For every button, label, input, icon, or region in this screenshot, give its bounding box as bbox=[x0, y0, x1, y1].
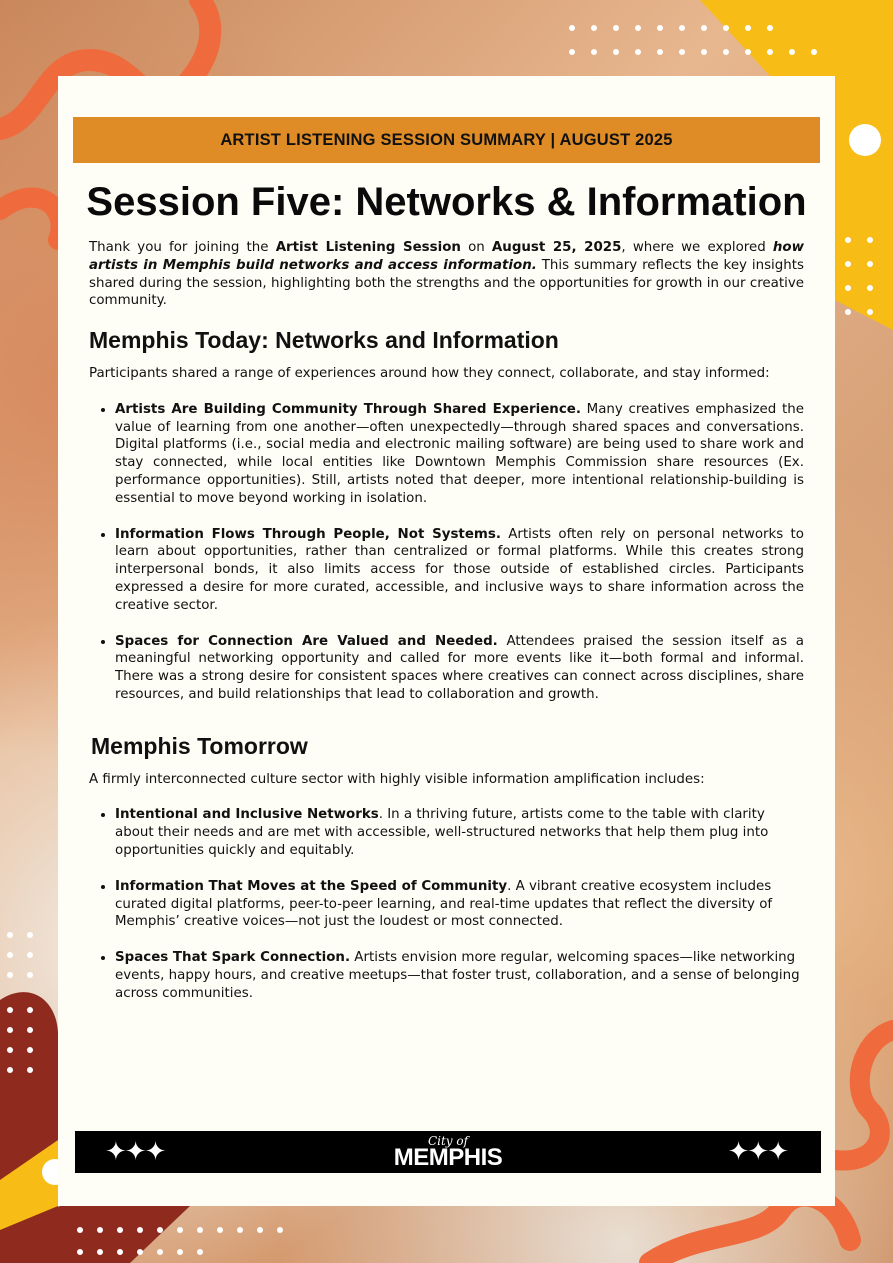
list-item bbox=[115, 806, 804, 859]
today-list bbox=[89, 401, 804, 704]
sparkle-icon-right: ✦✦✦ bbox=[727, 1137, 787, 1167]
list-item-text: Artists envision more regular, welcoming spaces—like networking events, happy hours, and creative meetups—that foster trust, collaboration, and a sense of belonging across communities. bbox=[115, 950, 800, 1001]
sparkle-icon-left: ✦✦✦ bbox=[105, 1137, 165, 1167]
content-body bbox=[89, 239, 804, 1003]
section-heading-tomorrow: Memphis Tomorrow bbox=[91, 732, 308, 759]
list-item-title: Intentional and Inclusive Networks bbox=[115, 807, 379, 823]
city-of-memphis-logo bbox=[75, 1135, 821, 1169]
list-item bbox=[115, 949, 804, 1002]
list-item-text: . A vibrant creative ecosystem includes curated digital platforms, peer-to-peer learning, and real-time updates that reflect the diversity of Memphis’ creative voices—not just the loudest or most connected. bbox=[115, 878, 773, 930]
list-item-text: . In a thriving future, artists come to the table with clarity about their needs and are met with accessible, well-structured networks that help them plug into opportunities quickly and equitably. bbox=[115, 807, 769, 858]
list-item-text: Many creatives emphasized the value of learning from one another—often unexpectedly—through shared spaces and conversations. Digital platforms (i.e., social media and electronic mailing software) are being used to share work and stay connected, while local entities like Downtown Memphis Commission share resources (Ex. performance opportunities). Still, artists noted that deeper, more intentional relationship-building is essential to move beyond working in isolation. bbox=[115, 401, 804, 506]
intro-text-2: on bbox=[460, 240, 492, 255]
list-item-title: Spaces That Spark Connection. bbox=[115, 950, 351, 966]
footer-bar bbox=[75, 1131, 821, 1173]
list-item-title: Information That Moves at the Speed of Community bbox=[115, 878, 508, 894]
section-lead-tomorrow: A firmly interconnected culture sector with highly visible information amplification includes: bbox=[89, 771, 705, 787]
intro-bold-2: August 25, 2025 bbox=[491, 240, 622, 255]
list-item bbox=[115, 401, 804, 508]
section-heading-today: Memphis Today: Networks and Information bbox=[89, 327, 559, 354]
tomorrow-list bbox=[89, 806, 804, 1002]
intro-text-3: , where we explored bbox=[621, 240, 773, 255]
intro-text-4: This summary reflects the key insights shared during the session, highlighting both the strengths and the opportunities for growth in our creative community. bbox=[89, 257, 804, 309]
document-page bbox=[58, 76, 835, 1206]
logo-big-text: MEMPHIS bbox=[393, 1144, 503, 1171]
intro-text-1: Thank you for joining the bbox=[89, 240, 276, 255]
intro-bold-italic: how artists in Memphis build networks and access information. bbox=[89, 240, 804, 273]
logo-small-text: City of bbox=[427, 1134, 469, 1148]
header-banner bbox=[73, 117, 820, 163]
list-item-title: Information Flows Through People, Not Systems. bbox=[115, 526, 501, 542]
list-item-title: Artists Are Building Community Through Shared Experience. bbox=[115, 401, 581, 417]
banner-text: ARTIST LISTENING SESSION SUMMARY | AUGUST 2025 bbox=[220, 130, 673, 149]
list-item bbox=[115, 526, 804, 615]
list-item bbox=[115, 878, 804, 931]
list-item bbox=[115, 633, 804, 704]
intro-bold-1: Artist Listening Session bbox=[275, 240, 461, 255]
page-title: Session Five: Networks & Information bbox=[86, 180, 807, 224]
section-lead-today: Participants shared a range of experiences around how they connect, collaborate, and stay informed: bbox=[89, 365, 770, 381]
list-item-text: Artists often rely on personal networks to learn about opportunities, rather than centralized or formal platforms. While this creates strong interpersonal bonds, it also limits access for those outside of established circles. Participants expressed a desire for more curated, accessible, and inclusive ways to share information across the creative sector. bbox=[115, 526, 805, 613]
list-item-title: Spaces for Connection Are Valued and Needed. bbox=[115, 633, 498, 649]
intro-paragraph bbox=[89, 239, 804, 310]
list-item-text: Attendees praised the session itself as a meaningful networking opportunity and called for more events like it—both formal and informal. There was a strong desire for consistent spaces where creatives can connect across disciplines, share resources, and build relationships that lead to collaboration and growth. bbox=[115, 633, 805, 702]
